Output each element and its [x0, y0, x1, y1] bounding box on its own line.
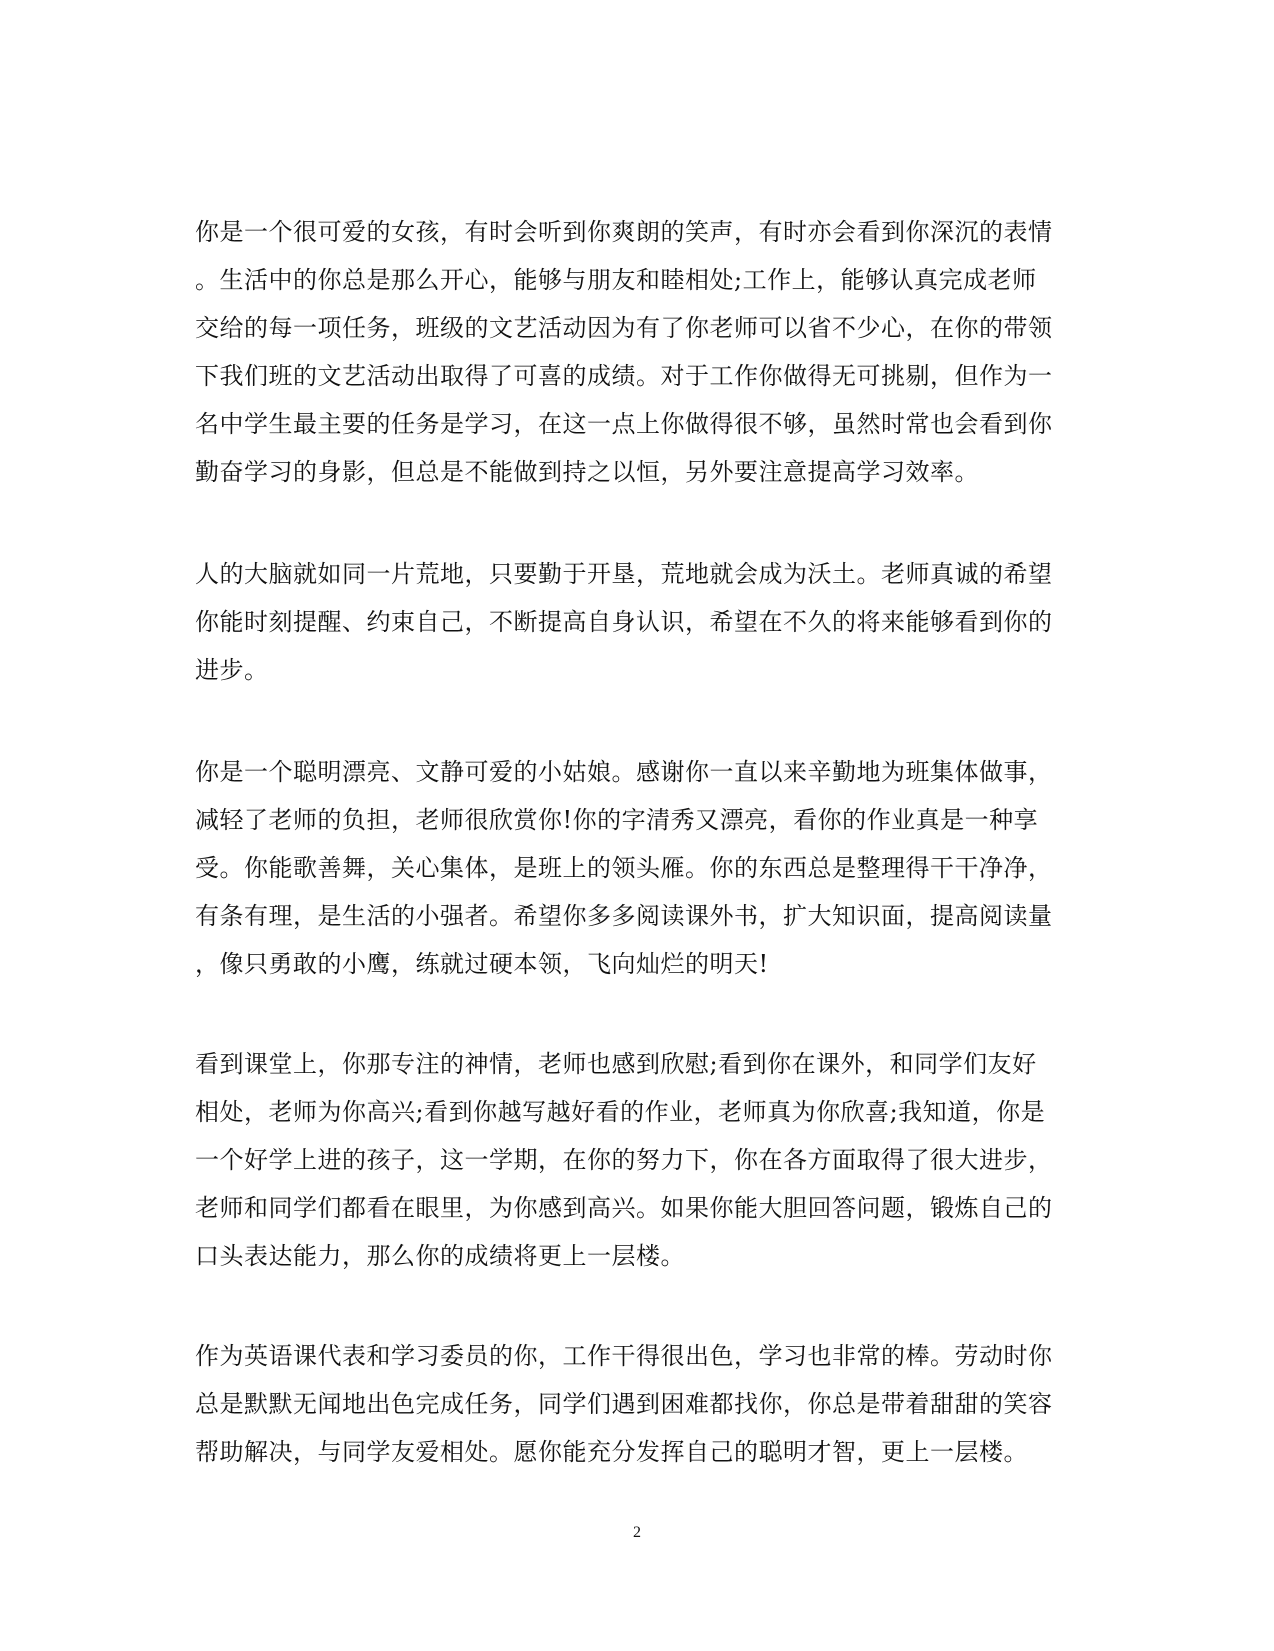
text-line: 。生活中的你总是那么开心，能够与朋友和睦相处;工作上，能够认真完成老师	[195, 266, 1037, 294]
paragraph-1	[195, 208, 1075, 496]
paragraph-5	[195, 1332, 1075, 1476]
text-line: 一个好学上进的孩子，这一学期，在你的努力下，你在各方面取得了很大进步，	[195, 1146, 1053, 1174]
text-line: 减轻了老师的负担，老师很欣赏你!你的字清秀又漂亮，看你的作业真是一种享	[195, 806, 1039, 834]
text-line: 作为英语课代表和学习委员的你，工作干得很出色，学习也非常的棒。劳动时你	[195, 1342, 1053, 1370]
text-line: 看到课堂上，你那专注的神情，老师也感到欣慰;看到你在课外，和同学们友好	[195, 1050, 1037, 1078]
text-line: 你是一个聪明漂亮、文静可爱的小姑娘。感谢你一直以来辛勤地为班集体做事，	[195, 758, 1053, 786]
text-line: 勤奋学习的身影，但总是不能做到持之以恒，另外要注意提高学习效率。	[195, 458, 979, 486]
text-line: 你是一个很可爱的女孩，有时会听到你爽朗的笑声，有时亦会看到你深沉的表情	[195, 218, 1053, 246]
text-line: 交给的每一项任务，班级的文艺活动因为有了你老师可以省不少心，在你的带领	[195, 314, 1053, 342]
text-line: 有条有理，是生活的小强者。希望你多多阅读课外书，扩大知识面，提高阅读量	[195, 902, 1053, 930]
text-line: 你能时刻提醒、约束自己，不断提高自身认识，希望在不久的将来能够看到你的	[195, 608, 1053, 636]
text-line: 名中学生最主要的任务是学习，在这一点上你做得很不够，虽然时常也会看到你	[195, 410, 1053, 438]
page-number: 2	[633, 1524, 641, 1541]
text-line: 帮助解决，与同学友爱相处。愿你能充分发挥自己的聪明才智，更上一层楼。	[195, 1438, 1028, 1466]
text-line: 受。你能歌善舞，关心集体，是班上的领头雁。你的东西总是整理得干干净净，	[195, 854, 1053, 882]
text-line: 老师和同学们都看在眼里，为你感到高兴。如果你能大胆回答问题，锻炼自己的	[195, 1194, 1053, 1222]
paragraph-2	[195, 550, 1075, 694]
text-line: 相处，老师为你高兴;看到你越写越好看的作业，老师真为你欣喜;我知道，你是	[195, 1098, 1046, 1126]
paragraph-3	[195, 748, 1075, 988]
text-line: 进步。	[195, 656, 269, 684]
text-line: ，像只勇敢的小鹰，练就过硬本领，飞向灿烂的明天!	[195, 950, 769, 978]
paragraph-4	[195, 1040, 1075, 1280]
text-line: 人的大脑就如同一片荒地，只要勤于开垦，荒地就会成为沃土。老师真诚的希望	[195, 560, 1053, 588]
text-line: 下我们班的文艺活动出取得了可喜的成绩。对于工作你做得无可挑剔，但作为一	[195, 362, 1053, 390]
text-line: 口头表达能力，那么你的成绩将更上一层楼。	[195, 1242, 685, 1270]
text-line: 总是默默无闻地出色完成任务，同学们遇到困难都找你，你总是带着甜甜的笑容	[195, 1390, 1053, 1418]
